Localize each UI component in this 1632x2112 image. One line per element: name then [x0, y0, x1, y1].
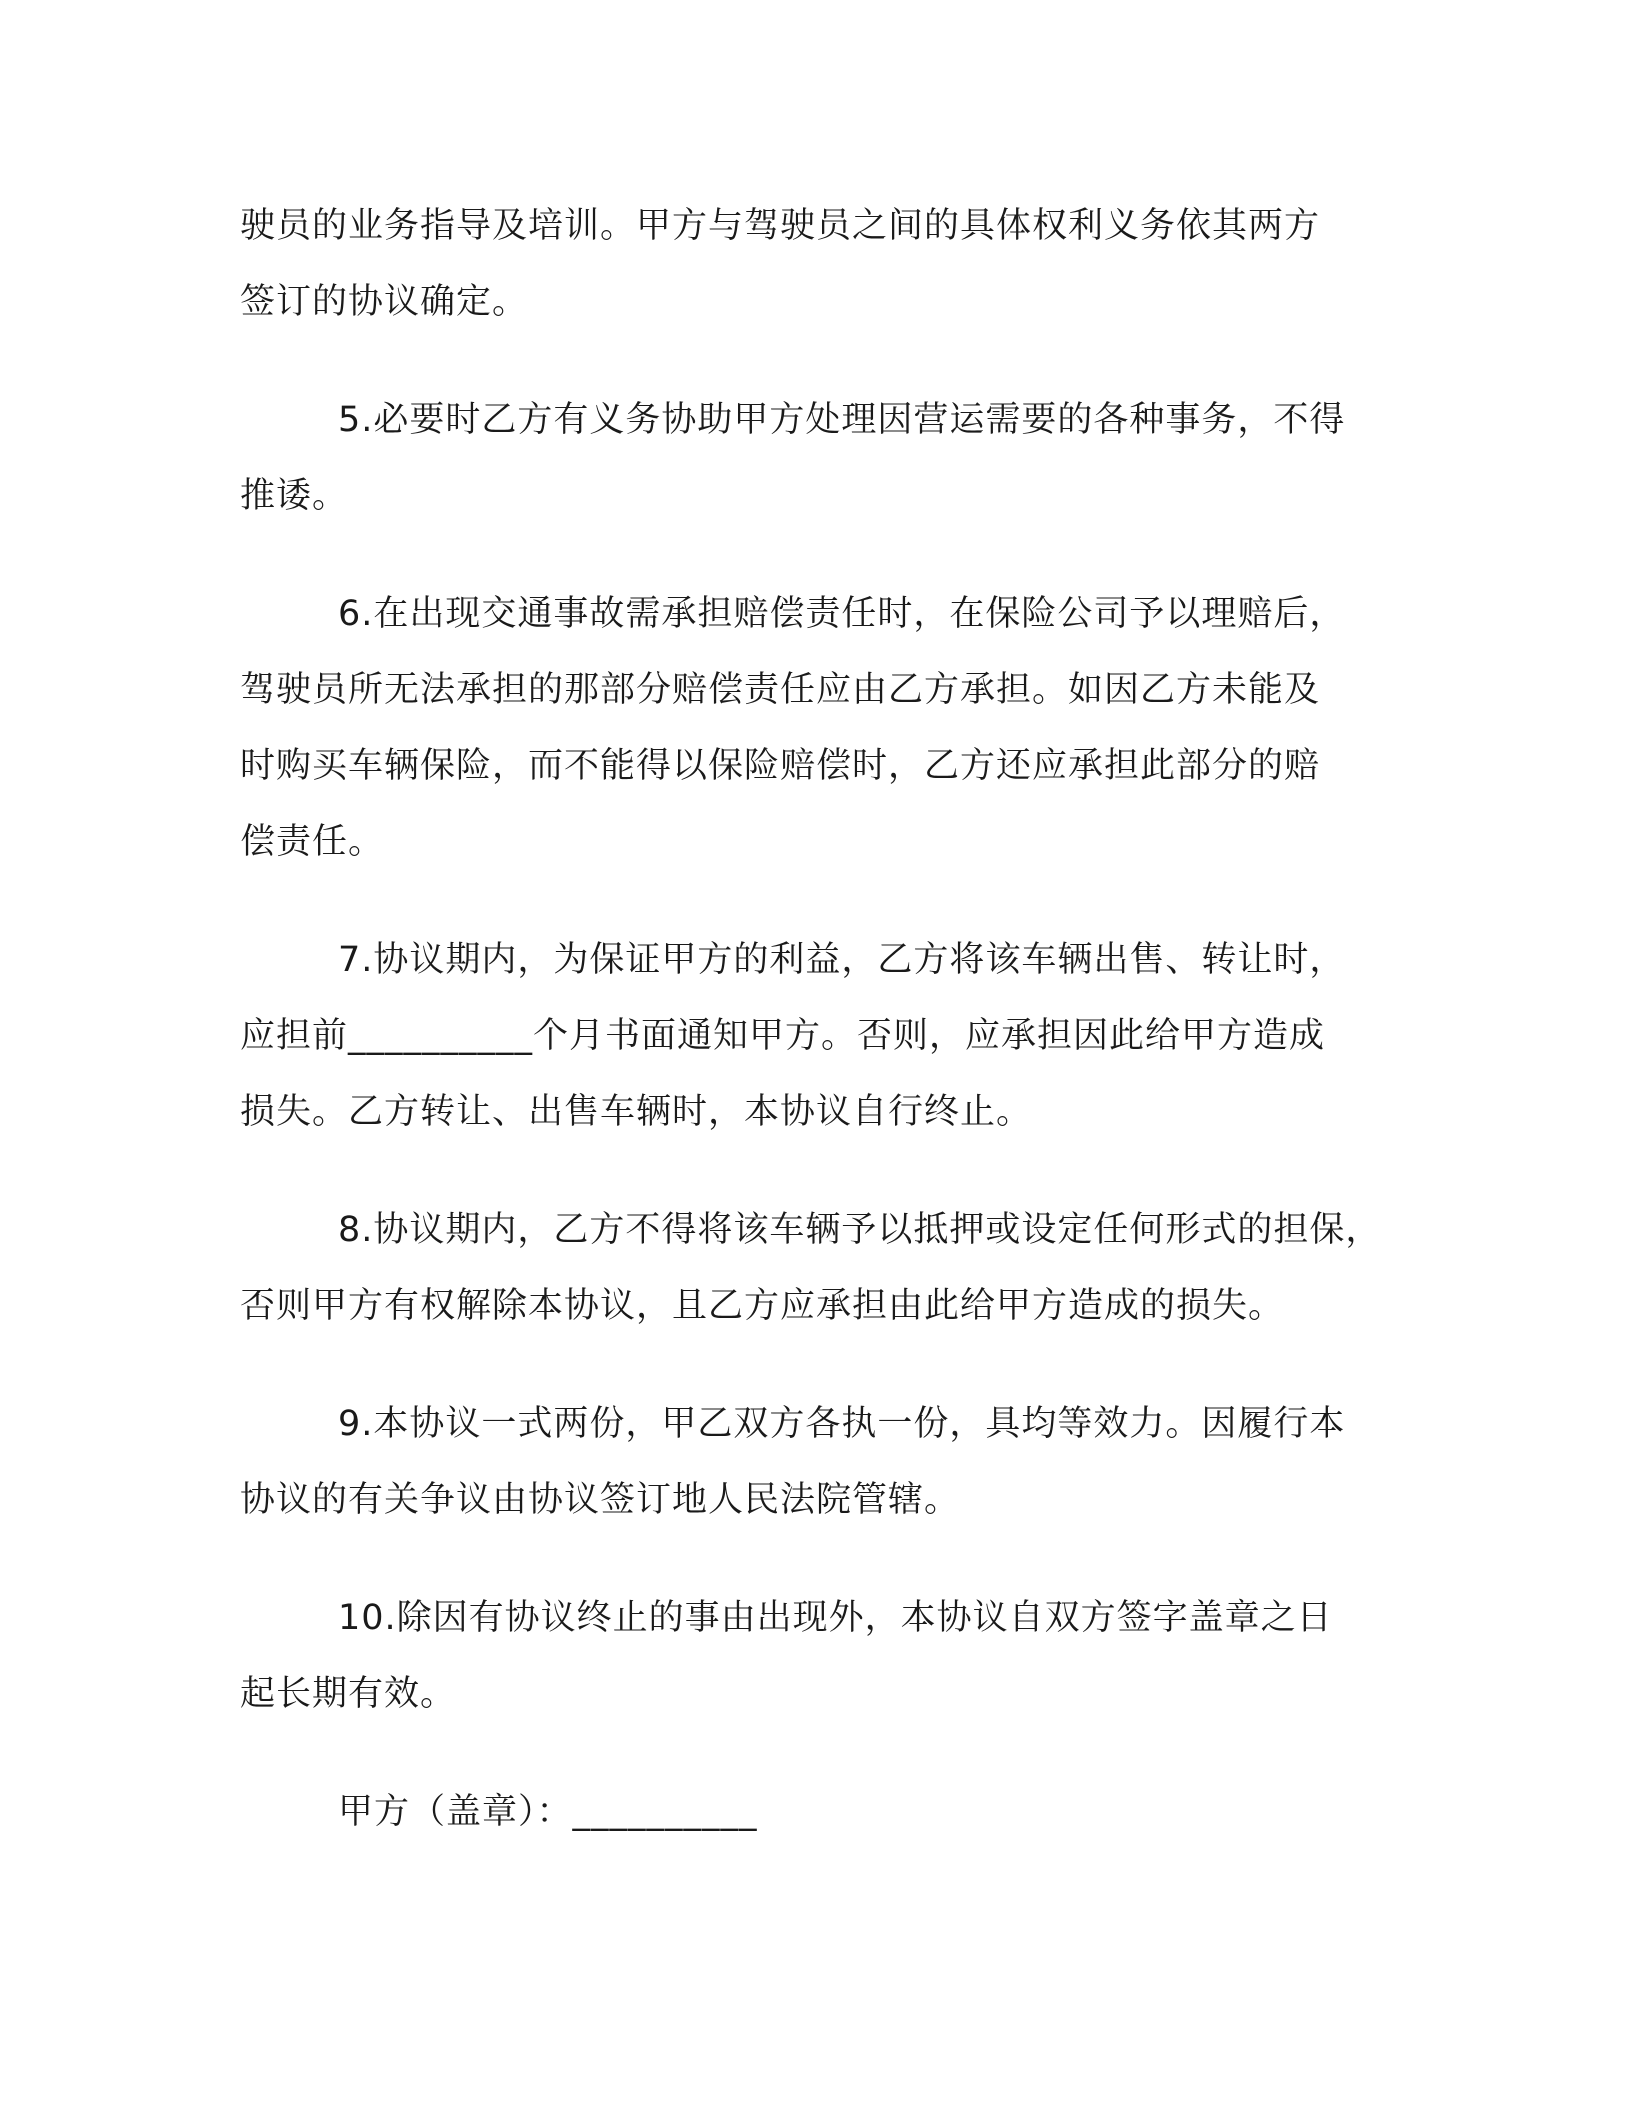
- paragraph-line: 5.必要时乙方有义务协助甲方处理因营运需要的各种事务，不得: [338, 400, 1346, 440]
- paragraph-line: 起长期有效。: [240, 1674, 457, 1714]
- document-page: [240, 188, 1400, 1850]
- paragraph-line: 驾驶员所无法承担的那部分赔偿责任应由乙方承担。如因乙方未能及: [240, 670, 1321, 710]
- paragraph-line: 否则甲方有权解除本协议，且乙方应承担由此给甲方造成的损失。: [240, 1286, 1285, 1326]
- paragraph-line: 8.协议期内，乙方不得将该车辆予以抵押或设定任何形式的担保，: [338, 1210, 1382, 1250]
- paragraph-line: 签订的协议确定。: [240, 282, 529, 322]
- paragraph-line: 应担前__________个月书面通知甲方。否则，应承担因此给甲方造成: [240, 1016, 1326, 1056]
- paragraph-line: 6.在出现交通事故需承担赔偿责任时，在保险公司予以理赔后，: [338, 594, 1346, 634]
- clause-8: [240, 1192, 1400, 1344]
- clause-10: [240, 1580, 1400, 1732]
- party-a-signature-line: 甲方（盖章）：__________: [338, 1792, 758, 1832]
- clause-6: [240, 576, 1400, 880]
- paragraph-line: 9.本协议一式两份，甲乙双方各执一份，具均等效力。因履行本: [338, 1404, 1346, 1444]
- paragraph-line: 偿责任。: [240, 822, 385, 862]
- paragraph-line: 10.除因有协议终止的事由出现外，本协议自双方签字盖章之日: [338, 1598, 1333, 1638]
- clause-5: [240, 382, 1400, 534]
- paragraph-continuation: [240, 188, 1400, 340]
- paragraph-line: 损失。乙方转让、出售车辆时，本协议自行终止。: [240, 1092, 1033, 1132]
- paragraph-line: 协议的有关争议由协议签订地人民法院管辖。: [240, 1480, 961, 1520]
- clause-7: [240, 922, 1400, 1150]
- paragraph-line: 时购买车辆保险，而不能得以保险赔偿时，乙方还应承担此部分的赔: [240, 746, 1321, 786]
- paragraph-line: 驶员的业务指导及培训。甲方与驾驶员之间的具体权利义务依其两方: [240, 206, 1321, 246]
- paragraph-line: 7.协议期内，为保证甲方的利益，乙方将该车辆出售、转让时，: [338, 940, 1346, 980]
- paragraph-line: 推诿。: [240, 476, 349, 516]
- clause-9: [240, 1386, 1400, 1538]
